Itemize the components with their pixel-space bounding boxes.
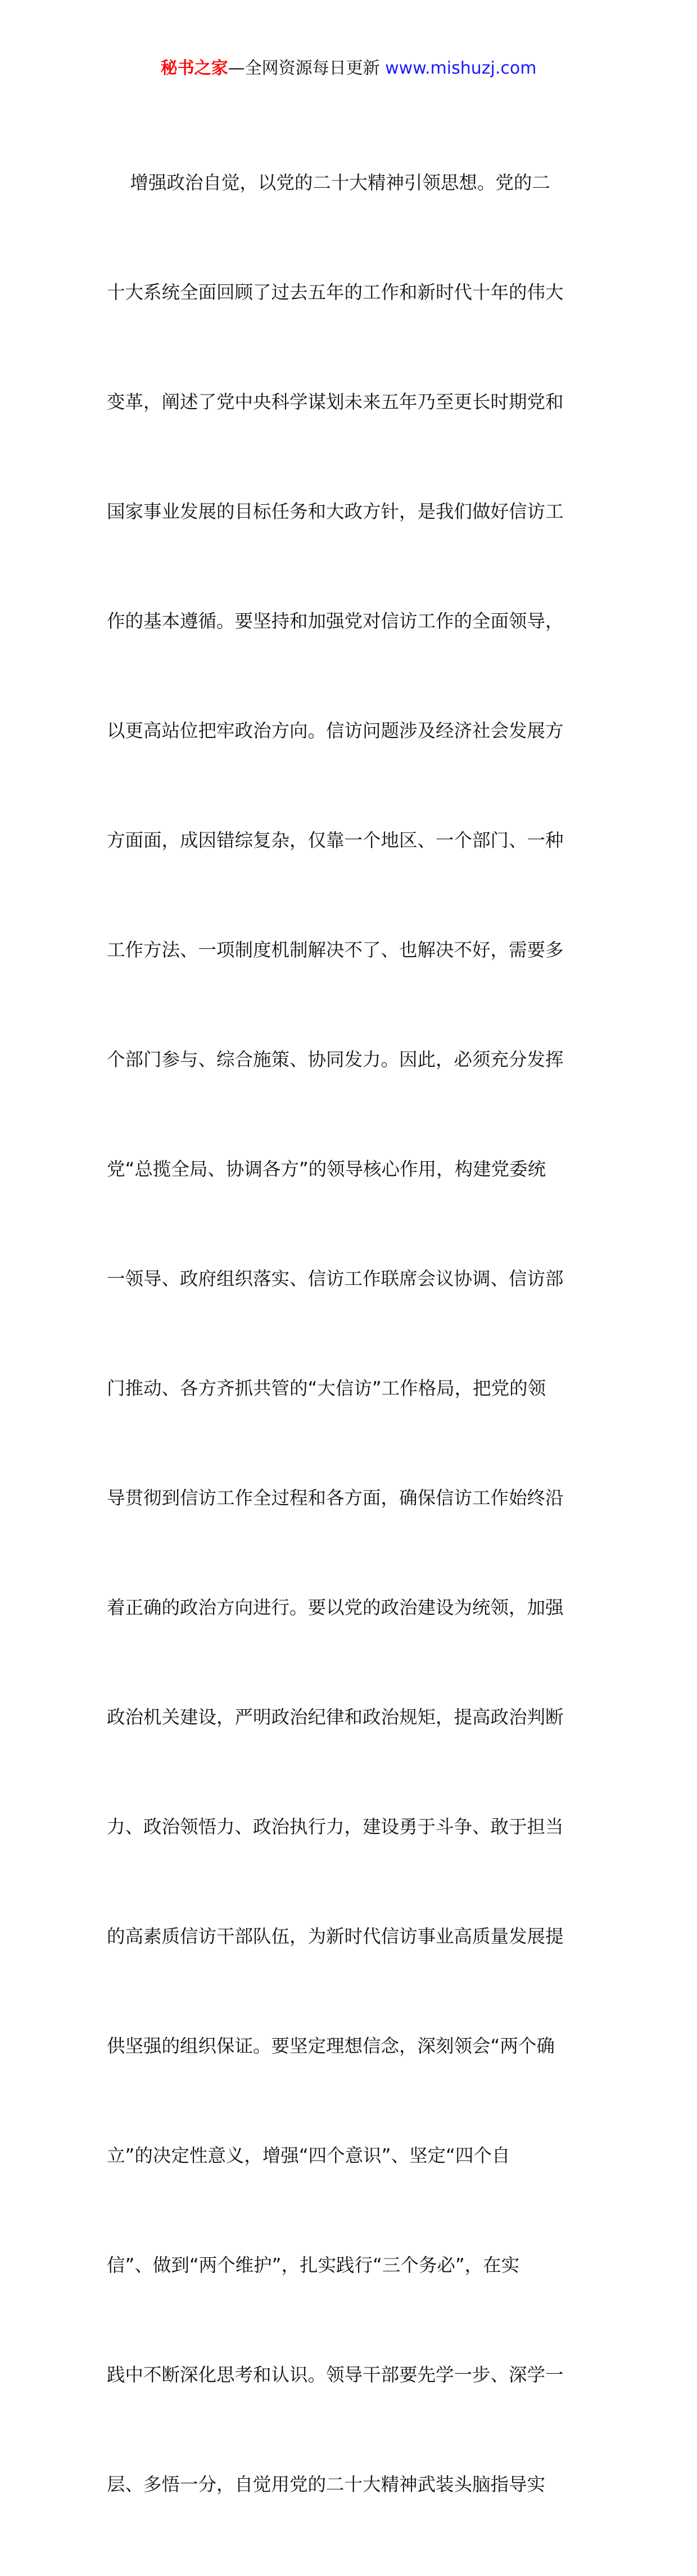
body-line-19: 立”的决定性意义，增强“四个意识”、坚定“四个自 bbox=[107, 2145, 510, 2166]
body-line-20: 信”、做到“两个维护”，扎实践行“三个务必”，在实 bbox=[107, 2254, 520, 2276]
body-line-6: 以更高站位把牢政治方向。信访问题涉及经济社会发展方 bbox=[107, 720, 564, 741]
body-line-12: 门推动、各方齐抓共管的“大信访”工作格局，把党的领 bbox=[107, 1378, 546, 1399]
document-body bbox=[107, 92, 596, 2576]
body-line-11: 一领导、政府组织落实、信访工作联席会议协调、信访部 bbox=[107, 1268, 564, 1289]
body-line-16: 力、政治领悟力、政治执行力，建设勇于斗争、敢于担当 bbox=[107, 1816, 564, 1837]
body-line-22: 层、多悟一分，自觉用党的二十大精神武装头脑指导实 bbox=[107, 2474, 546, 2495]
body-line-1: 增强政治自觉，以党的二十大精神引领思想。党的二 bbox=[107, 172, 550, 193]
body-line-3: 变革，阐述了党中央科学谋划未来五年乃至更长时期党和 bbox=[107, 391, 564, 413]
body-line-4: 国家事业发展的目标任务和大政方针，是我们做好信访工 bbox=[107, 501, 564, 522]
body-line-14: 着正确的政治方向进行。要以党的政治建设为统领，加强 bbox=[107, 1597, 564, 1618]
body-line-9: 个部门参与、综合施策、协同发力。因此，必须充分发挥 bbox=[107, 1049, 564, 1070]
body-line-7: 方面面，成因错综复杂，仅靠一个地区、一个部门、一种 bbox=[107, 830, 564, 851]
body-line-8: 工作方法、一项制度机制解决不了、也解决不好，需要多 bbox=[107, 939, 564, 961]
brand-name: 秘书之家 bbox=[160, 58, 228, 78]
body-line-10: 党“总揽全局、协调各方”的领导核心作用，构建党委统 bbox=[107, 1158, 546, 1180]
body-line-21: 践中不断深化思考和认识。领导干部要先学一步、深学一 bbox=[107, 2364, 564, 2385]
body-line-5: 作的基本遵循。要坚持和加强党对信访工作的全面领导， bbox=[107, 610, 564, 632]
site-url-link[interactable]: www.mishuzj.com bbox=[385, 58, 537, 78]
body-line-18: 供坚强的组织保证。要坚定理想信念，深刻领会“两个确 bbox=[107, 2035, 555, 2057]
body-line-2: 十大系统全面回顾了过去五年的工作和新时代十年的伟大 bbox=[107, 282, 564, 303]
page-header bbox=[0, 56, 697, 81]
header-tagline: —全网资源每日更新 bbox=[228, 58, 386, 78]
body-line-15: 政治机关建设，严明政治纪律和政治规矩，提高政治判断 bbox=[107, 1706, 564, 1728]
body-line-13: 导贯彻到信访工作全过程和各方面，确保信访工作始终沿 bbox=[107, 1487, 564, 1509]
body-line-17: 的高素质信访干部队伍，为新时代信访事业高质量发展提 bbox=[107, 1926, 564, 1947]
